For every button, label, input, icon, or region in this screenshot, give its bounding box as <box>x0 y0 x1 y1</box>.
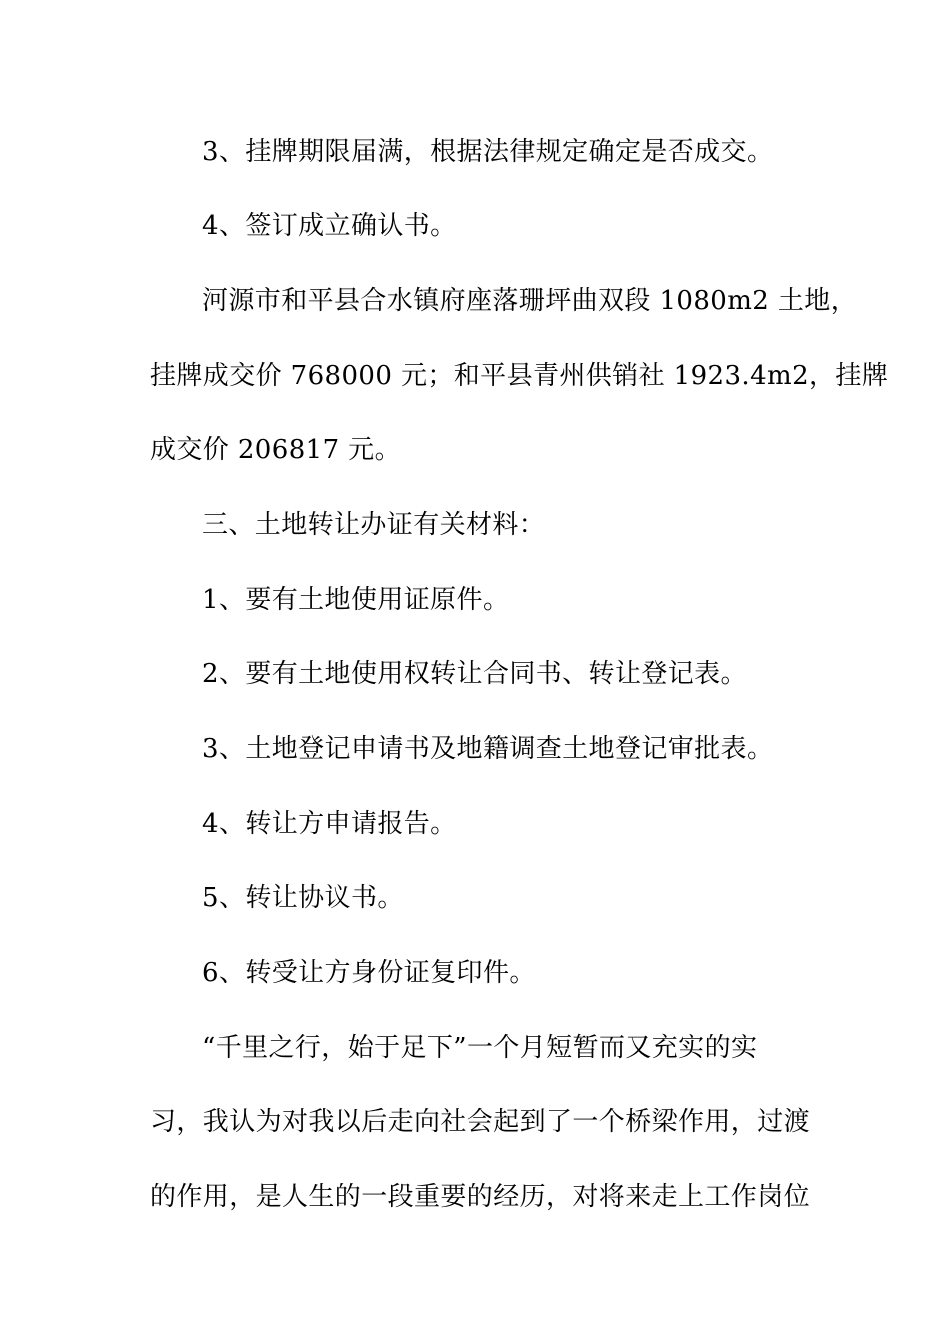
paragraph-line: 4、签订成立确认书。 <box>202 211 457 241</box>
section-heading: 三、土地转让办证有关材料： <box>202 510 546 540</box>
paragraph-line: “千里之行，始于足下”一个月短暂而又充实的实 <box>202 1033 758 1063</box>
paragraph-line: 3、挂牌期限届满，根据法律规定确定是否成交。 <box>202 137 774 167</box>
list-item: 3、土地登记申请书及地籍调查土地登记审批表。 <box>202 734 774 764</box>
list-item: 1、要有土地使用证原件。 <box>202 585 510 615</box>
paragraph-line: 河源市和平县合水镇府座落珊坪曲双段 1080m2 土地， <box>202 286 858 316</box>
paragraph-line: 成交价 206817 元。 <box>150 435 401 465</box>
list-item: 4、转让方申请报告。 <box>202 809 457 839</box>
list-item: 5、转让协议书。 <box>202 883 404 913</box>
list-item: 2、要有土地使用权转让合同书、转让登记表。 <box>202 659 747 689</box>
list-item: 6、转受让方身份证复印件。 <box>202 958 536 988</box>
paragraph-line: 习，我认为对我以后走向社会起到了一个桥梁作用，过渡 <box>150 1107 811 1137</box>
paragraph-line: 的作用，是人生的一段重要的经历，对将来走上工作岗位 <box>150 1182 811 1212</box>
paragraph-line: 挂牌成交价 768000 元；和平县青州供销社 1923.4m2，挂牌 <box>150 361 889 391</box>
